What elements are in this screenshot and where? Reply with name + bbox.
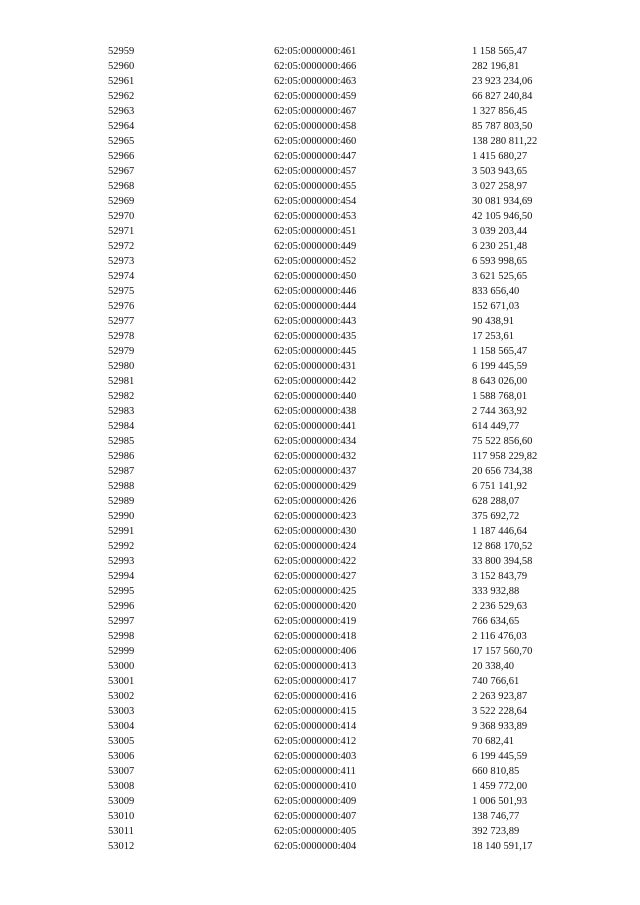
cadastral-number: 62:05:0000000:413 [274, 661, 357, 672]
record-number: 53001 [108, 676, 135, 687]
record-number: 53010 [108, 811, 135, 822]
table-row [108, 254, 592, 269]
record-number: 52959 [108, 46, 135, 57]
cadastral-value: 628 288,07 [472, 496, 520, 507]
record-number: 52981 [108, 376, 135, 387]
table-row [108, 59, 592, 74]
table-row [108, 374, 592, 389]
table-row [108, 584, 592, 599]
cadastral-number: 62:05:0000000:417 [274, 676, 357, 687]
record-number: 52984 [108, 421, 135, 432]
table-row [108, 449, 592, 464]
table-row [108, 74, 592, 89]
cadastral-number: 62:05:0000000:440 [274, 391, 357, 402]
table-row [108, 689, 592, 704]
cadastral-value: 138 746,77 [472, 811, 520, 822]
table-row [108, 344, 592, 359]
table-row [108, 104, 592, 119]
record-number: 52972 [108, 241, 135, 252]
cadastral-number: 62:05:0000000:446 [274, 286, 357, 297]
record-number: 52978 [108, 331, 135, 342]
table-row [108, 164, 592, 179]
cadastral-number: 62:05:0000000:463 [274, 76, 357, 87]
cadastral-number: 62:05:0000000:437 [274, 466, 357, 477]
record-number: 52961 [108, 76, 135, 87]
cadastral-number: 62:05:0000000:444 [274, 301, 357, 312]
record-number: 52998 [108, 631, 135, 642]
table-row [108, 239, 592, 254]
cadastral-value: 70 682,41 [472, 736, 514, 747]
cadastral-value: 1 588 768,01 [472, 391, 528, 402]
cadastral-number: 62:05:0000000:411 [274, 766, 356, 777]
record-number: 53002 [108, 691, 135, 702]
cadastral-value: 12 868 170,52 [472, 541, 533, 552]
cadastral-number: 62:05:0000000:435 [274, 331, 357, 342]
record-number: 52971 [108, 226, 135, 237]
table-row [108, 599, 592, 614]
cadastral-value: 3 522 228,64 [472, 706, 528, 717]
record-number: 53009 [108, 796, 135, 807]
table-row [108, 359, 592, 374]
table-row [108, 704, 592, 719]
cadastral-number: 62:05:0000000:460 [274, 136, 357, 147]
cadastral-value: 90 438,91 [472, 316, 514, 327]
cadastral-number: 62:05:0000000:467 [274, 106, 357, 117]
table-row [108, 284, 592, 299]
cadastral-number: 62:05:0000000:450 [274, 271, 357, 282]
cadastral-value: 6 593 998,65 [472, 256, 528, 267]
cadastral-number: 62:05:0000000:432 [274, 451, 357, 462]
cadastral-value: 18 140 591,17 [472, 841, 533, 852]
table-row [108, 464, 592, 479]
cadastral-number: 62:05:0000000:454 [274, 196, 357, 207]
cadastral-number: 62:05:0000000:431 [274, 361, 357, 372]
table-row [108, 419, 592, 434]
table-row [108, 749, 592, 764]
record-number: 52990 [108, 511, 135, 522]
record-number: 52969 [108, 196, 135, 207]
cadastral-value: 20 656 734,38 [472, 466, 533, 477]
cadastral-number: 62:05:0000000:449 [274, 241, 357, 252]
table-row [108, 224, 592, 239]
table-row [108, 119, 592, 134]
cadastral-number: 62:05:0000000:414 [274, 721, 357, 732]
records-table-body [108, 44, 592, 854]
cadastral-number: 62:05:0000000:434 [274, 436, 357, 447]
cadastral-number: 62:05:0000000:426 [274, 496, 357, 507]
cadastral-value: 1 187 446,64 [472, 526, 528, 537]
record-number: 52975 [108, 286, 135, 297]
cadastral-number: 62:05:0000000:458 [274, 121, 357, 132]
cadastral-number: 62:05:0000000:451 [274, 226, 357, 237]
table-row [108, 839, 592, 854]
cadastral-number: 62:05:0000000:423 [274, 511, 357, 522]
cadastral-value: 17 157 560,70 [472, 646, 533, 657]
record-number: 52986 [108, 451, 135, 462]
record-number: 53008 [108, 781, 135, 792]
cadastral-value: 23 923 234,06 [472, 76, 533, 87]
record-number: 53005 [108, 736, 135, 747]
cadastral-number: 62:05:0000000:457 [274, 166, 357, 177]
cadastral-value: 1 158 565,47 [472, 346, 528, 357]
cadastral-value: 8 643 026,00 [472, 376, 528, 387]
record-number: 53006 [108, 751, 135, 762]
record-number: 52964 [108, 121, 135, 132]
table-row [108, 314, 592, 329]
cadastral-value: 282 196,81 [472, 61, 520, 72]
record-number: 52999 [108, 646, 135, 657]
record-number: 52994 [108, 571, 135, 582]
record-number: 52992 [108, 541, 135, 552]
cadastral-value: 1 415 680,27 [472, 151, 528, 162]
table-row [108, 659, 592, 674]
cadastral-value: 3 152 843,79 [472, 571, 528, 582]
record-number: 52966 [108, 151, 135, 162]
table-row [108, 794, 592, 809]
record-number: 52989 [108, 496, 135, 507]
cadastral-number: 62:05:0000000:416 [274, 691, 357, 702]
table-row [108, 734, 592, 749]
table-row [108, 539, 592, 554]
cadastral-number: 62:05:0000000:424 [274, 541, 357, 552]
table-row [108, 329, 592, 344]
cadastral-value: 2 116 476,03 [472, 631, 527, 642]
cadastral-value: 30 081 934,69 [472, 196, 533, 207]
table-row [108, 629, 592, 644]
cadastral-value: 375 692,72 [472, 511, 520, 522]
cadastral-value: 17 253,61 [472, 331, 514, 342]
record-number: 53000 [108, 661, 135, 672]
cadastral-value: 33 800 394,58 [472, 556, 533, 567]
cadastral-value: 1 006 501,93 [472, 796, 528, 807]
table-row [108, 824, 592, 839]
record-number: 52996 [108, 601, 135, 612]
cadastral-number: 62:05:0000000:418 [274, 631, 357, 642]
table-row [108, 509, 592, 524]
table-row [108, 764, 592, 779]
cadastral-value: 1 158 565,47 [472, 46, 528, 57]
cadastral-value: 20 338,40 [472, 661, 514, 672]
cadastral-number: 62:05:0000000:466 [274, 61, 357, 72]
cadastral-value: 6 199 445,59 [472, 361, 528, 372]
record-number: 53004 [108, 721, 135, 732]
table-row [108, 404, 592, 419]
cadastral-number: 62:05:0000000:405 [274, 826, 357, 837]
cadastral-value: 6 230 251,48 [472, 241, 528, 252]
table-row [108, 779, 592, 794]
cadastral-value: 85 787 803,50 [472, 121, 533, 132]
cadastral-number: 62:05:0000000:412 [274, 736, 357, 747]
cadastral-number: 62:05:0000000:410 [274, 781, 357, 792]
cadastral-number: 62:05:0000000:407 [274, 811, 357, 822]
record-number: 52976 [108, 301, 135, 312]
cadastral-value: 2 236 529,63 [472, 601, 528, 612]
table-row [108, 134, 592, 149]
cadastral-value: 6 751 141,92 [472, 481, 528, 492]
table-row [108, 479, 592, 494]
table-row [108, 389, 592, 404]
cadastral-number: 62:05:0000000:452 [274, 256, 357, 267]
cadastral-number: 62:05:0000000:425 [274, 586, 357, 597]
record-number: 52967 [108, 166, 135, 177]
table-row [108, 44, 592, 59]
cadastral-value: 2 744 363,92 [472, 406, 528, 417]
cadastral-number: 62:05:0000000:427 [274, 571, 357, 582]
table-row [108, 719, 592, 734]
record-number: 52991 [108, 526, 135, 537]
cadastral-value: 1 459 772,00 [472, 781, 528, 792]
table-row [108, 299, 592, 314]
table-row [108, 434, 592, 449]
table-row [108, 89, 592, 104]
record-number: 53012 [108, 841, 135, 852]
cadastral-number: 62:05:0000000:445 [274, 346, 357, 357]
cadastral-value: 66 827 240,84 [472, 91, 533, 102]
cadastral-value: 392 723,89 [472, 826, 520, 837]
record-number: 52974 [108, 271, 135, 282]
cadastral-number: 62:05:0000000:443 [274, 316, 357, 327]
cadastral-number: 62:05:0000000:403 [274, 751, 357, 762]
record-number: 52977 [108, 316, 135, 327]
record-number: 52995 [108, 586, 135, 597]
cadastral-value: 9 368 933,89 [472, 721, 528, 732]
cadastral-value: 660 810,85 [472, 766, 520, 777]
record-number: 52973 [108, 256, 135, 267]
cadastral-number: 62:05:0000000:422 [274, 556, 357, 567]
cadastral-number: 62:05:0000000:447 [274, 151, 357, 162]
cadastral-value: 2 263 923,87 [472, 691, 528, 702]
record-number: 52968 [108, 181, 135, 192]
table-row [108, 194, 592, 209]
table-row [108, 494, 592, 509]
cadastral-value: 614 449,77 [472, 421, 520, 432]
record-number: 52980 [108, 361, 135, 372]
cadastral-value: 42 105 946,50 [472, 211, 533, 222]
record-number: 53003 [108, 706, 135, 717]
cadastral-number: 62:05:0000000:406 [274, 646, 357, 657]
cadastral-value: 766 634,65 [472, 616, 520, 627]
cadastral-value: 75 522 856,60 [472, 436, 533, 447]
cadastral-value: 3 039 203,44 [472, 226, 528, 237]
table-row [108, 809, 592, 824]
cadastral-value: 3 503 943,65 [472, 166, 528, 177]
record-number: 52997 [108, 616, 135, 627]
cadastral-number: 62:05:0000000:453 [274, 211, 357, 222]
table-row [108, 614, 592, 629]
table-row [108, 644, 592, 659]
cadastral-number: 62:05:0000000:429 [274, 481, 357, 492]
cadastral-value: 152 671,03 [472, 301, 520, 312]
record-number: 52963 [108, 106, 135, 117]
record-number: 52970 [108, 211, 135, 222]
record-number: 53011 [108, 826, 134, 837]
cadastral-number: 62:05:0000000:459 [274, 91, 357, 102]
records-table [108, 44, 592, 854]
table-row [108, 149, 592, 164]
cadastral-number: 62:05:0000000:419 [274, 616, 357, 627]
cadastral-number: 62:05:0000000:409 [274, 796, 357, 807]
cadastral-value: 740 766,61 [472, 676, 520, 687]
cadastral-number: 62:05:0000000:461 [274, 46, 357, 57]
cadastral-number: 62:05:0000000:420 [274, 601, 357, 612]
cadastral-number: 62:05:0000000:415 [274, 706, 357, 717]
table-row [108, 554, 592, 569]
record-number: 52979 [108, 346, 135, 357]
record-number: 52987 [108, 466, 135, 477]
record-number: 52988 [108, 481, 135, 492]
record-number: 52993 [108, 556, 135, 567]
cadastral-number: 62:05:0000000:438 [274, 406, 357, 417]
cadastral-value: 333 932,88 [472, 586, 520, 597]
record-number: 52962 [108, 91, 135, 102]
cadastral-number: 62:05:0000000:441 [274, 421, 357, 432]
cadastral-value: 1 327 856,45 [472, 106, 528, 117]
cadastral-number: 62:05:0000000:442 [274, 376, 357, 387]
table-row [108, 209, 592, 224]
cadastral-value: 3 027 258,97 [472, 181, 528, 192]
cadastral-value: 6 199 445,59 [472, 751, 528, 762]
cadastral-value: 3 621 525,65 [472, 271, 528, 282]
record-number: 52960 [108, 61, 135, 72]
table-row [108, 524, 592, 539]
table-row [108, 569, 592, 584]
cadastral-value: 833 656,40 [472, 286, 520, 297]
cadastral-number: 62:05:0000000:455 [274, 181, 357, 192]
record-number: 52985 [108, 436, 135, 447]
record-number: 52982 [108, 391, 135, 402]
cadastral-number: 62:05:0000000:404 [274, 841, 357, 852]
record-number: 53007 [108, 766, 135, 777]
cadastral-value: 138 280 811,22 [472, 136, 538, 147]
record-number: 52965 [108, 136, 135, 147]
cadastral-value: 117 958 229,82 [472, 451, 538, 462]
cadastral-number: 62:05:0000000:430 [274, 526, 357, 537]
record-number: 52983 [108, 406, 135, 417]
table-row [108, 269, 592, 284]
table-row [108, 674, 592, 689]
table-row [108, 179, 592, 194]
